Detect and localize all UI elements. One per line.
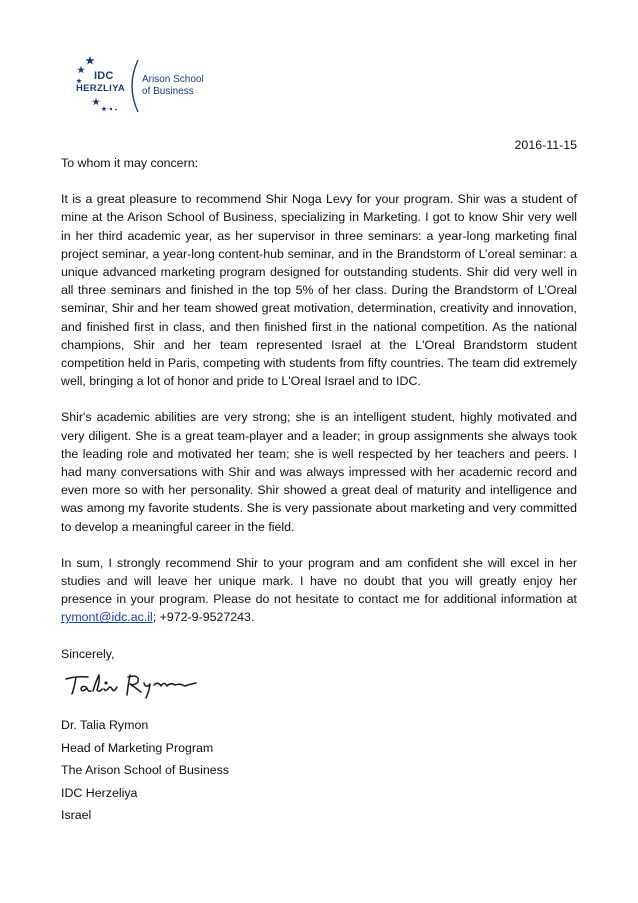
sign-off: Sincerely, xyxy=(61,646,115,661)
closing-text: In sum, I strongly recommend Shir to your program and am confident she will excel in her studies and will leave her unique mark. I have no doubt that you will greatly enjoy her presence in your program. Please do not hesitate to contact me for additional information at xyxy=(61,555,577,607)
signer-school: The Arison School of Business xyxy=(61,763,230,777)
salutation: To whom it may concern: xyxy=(61,156,199,170)
signer-title: Head of Marketing Program xyxy=(61,740,214,755)
handwritten-signature xyxy=(62,665,202,699)
signer-name: Dr. Talia Rymon xyxy=(61,718,149,732)
phone-text: ; +972-9-9527243. xyxy=(152,610,255,625)
letter-body xyxy=(61,154,577,681)
logo-school-line1: Arison School xyxy=(142,74,204,85)
idc-herzliya-logo xyxy=(76,54,226,116)
paragraph-abilities: Shir's academic abilities are very strong; she is an intelligent student, highly motivated and very diligent. She is a great team-player and a leader; in group assignments she always took the leading role and motivated her team; she is well respected by her teachers and peers. I had many conversations with Shir and was always impressed with her academic record and even more so with her personality. Shir showed a great deal of maturity and intelligence and was among my favorite students. She is very passionate about marketing and very committed to develop a meaningful career in the field. xyxy=(61,410,577,534)
letter-date: 2016-11-15 xyxy=(514,138,577,152)
signer-country: Israel xyxy=(61,808,92,822)
logo-idc-text: IDC xyxy=(94,70,114,82)
logo-school-name xyxy=(142,74,204,98)
logo-herzliya-text: HERZLIYA xyxy=(76,83,126,94)
signer-institution: IDC Herzeliya xyxy=(61,785,138,800)
paragraph-closing xyxy=(61,554,577,627)
paragraph-recommendation: It is a great pleasure to recommend Shir Noga Levy for your program. Shir was a student of mine at the Arison School of Business, specializing in Marketing. I got to know Shir very well in her third academic year, as her supervisor in three seminars: a year-long marketing final project seminar, a year-long content-hub seminar, and in the Brandstorm of L’oreal seminar: a unique advanced marketing program designed for outstanding students. Shir did very well in all three seminars and finished in the top 5% of her class. During the Brandstorm of L’Oreal seminar, Shir and her team showed great motivation, determination, creativity and innovation, and finished first in class, and then finished first in the national competition. As the national champions, Shir and her team represented Israel at the L'Oreal Brandstorm student competition held in Paris, competing with students from fifty countries. The team did extremely well, bringing a lot of honor and pride to L'Oreal Israel and to IDC. xyxy=(61,192,577,389)
logo-school-line2: of Business xyxy=(142,86,194,97)
email-link[interactable]: rymont@idc.ac.il xyxy=(61,610,153,625)
logo-arc-icon xyxy=(124,58,144,114)
signer-block xyxy=(61,716,461,829)
